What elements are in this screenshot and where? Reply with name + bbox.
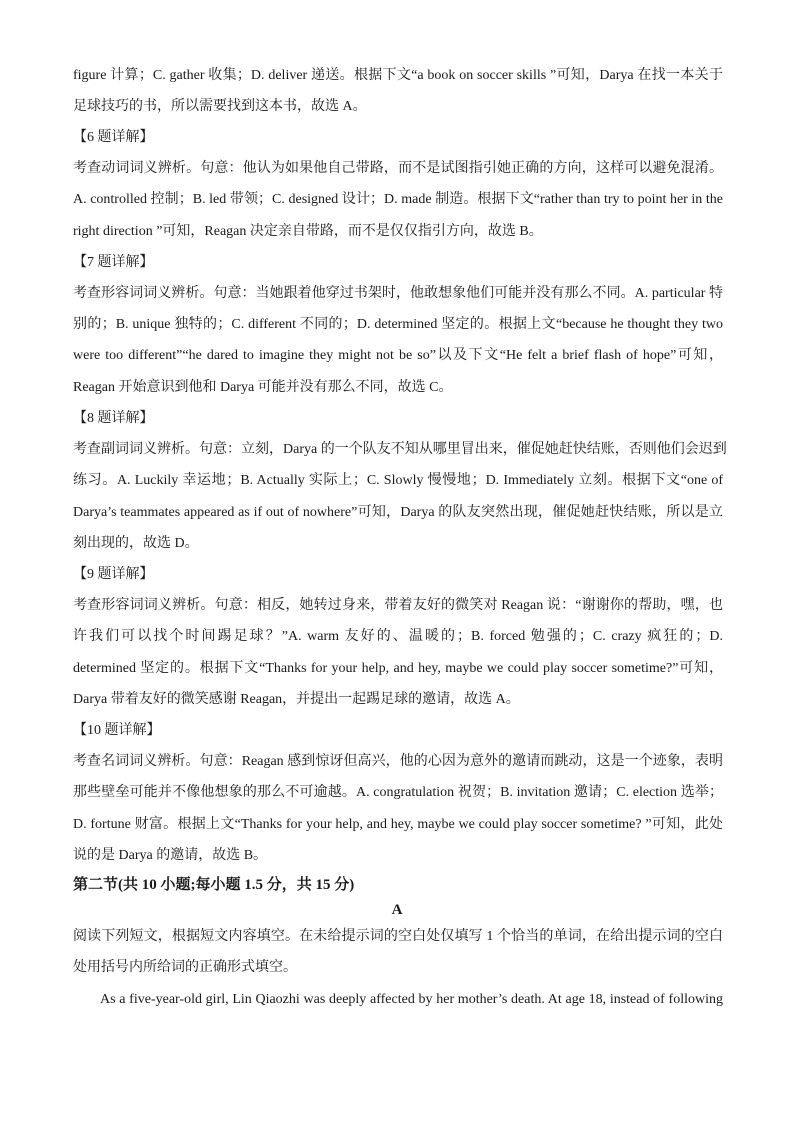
text-line: were too different”“he dared to imagine they might not be so”以及下文“He felt a brief flash of hope”可知， [73, 348, 723, 363]
part-label: A [391, 902, 403, 918]
text-line: 考查形容词词义辨析。句意：相反，她转过身来，带着友好的微笑对 Reagan 说：“谢谢你的帮助，嘿，也 [73, 598, 723, 613]
text-line: 说的是 Darya 的邀请，故选 B。 [73, 848, 268, 863]
text-line: 练习。A. Luckily 幸运地；B. Actually 实际上；C. Slowly 慢慢地；D. Immediately 立刻。根据下文“one of [73, 473, 723, 488]
text-line: 许我们可以找个时间踢足球？”A. warm 友好的、温暖的；B. forced 勉强的；C. crazy 疯狂的；D. [73, 629, 723, 644]
text-line: Reagan 开始意识到他和 Darya 可能并没有那么不同，故选 C。 [73, 380, 453, 395]
text-line: D. fortune 财富。根据上文“Thanks for your help, and hey, maybe we could play soccer sometime? ”可知，此处 [73, 817, 723, 832]
text-line: 刻出现的，故选 D。 [73, 536, 199, 551]
passage-line: As a five-year-old girl, Lin Qiaozhi was deeply affected by her mother’s death. At age 18, instead of following [100, 992, 723, 1007]
text-line: 足球技巧的书，所以需要找到这本书，故选 A。 [73, 99, 367, 114]
text-line: Darya’s teammates appeared as if out of nowhere”可知，Darya 的队友突然出现，催促她赶快结账，所以是立 [73, 505, 723, 520]
question-heading: 【7 题详解】 [73, 255, 154, 270]
section-title: 第二节(共 10 小题;每小题 1.5 分，共 15 分) [73, 877, 355, 893]
text-line: 那些壁垒可能并不像他想象的那么不可逾越。A. congratulation 祝贺；B. invitation 邀请；C. election 选举； [73, 785, 723, 800]
text-line: right direction ”可知，Reagan 决定亲自带路，而不是仅仅指引方向，故选 B。 [73, 224, 543, 239]
question-heading: 【9 题详解】 [73, 567, 154, 582]
text-line: determined 坚定的。根据下文“Thanks for your help, and hey, maybe we could play soccer sometime?”可知， [73, 661, 723, 676]
text-line: Darya 带着友好的微笑感谢 Reagan，并提出一起踢足球的邀请，故选 A。 [73, 692, 520, 707]
text-line: 考查形容词词义辨析。句意：当她跟着他穿过书架时，他敢想象他们可能并没有那么不同。A. particular 特 [73, 286, 723, 301]
question-heading: 【8 题详解】 [73, 411, 154, 426]
text-line: 考查名词词义辨析。句意：Reagan 感到惊讶但高兴，他的心因为意外的邀请而跳动，这是一个迹象，表明 [73, 754, 723, 769]
instruction-line: 阅读下列短文，根据短文内容填空。在未给提示词的空白处仅填写 1 个恰当的单词，在给出提示词的空白 [73, 929, 723, 944]
text-line: 考查副词词义辨析。句意：立刻，Darya 的一个队友不知从哪里冒出来，催促她赶快结账，否则他们会迟到 [73, 442, 727, 457]
text-line: 别的；B. unique 独特的；C. different 不同的；D. determined 坚定的。根据上文“because he thought they two [73, 317, 723, 332]
text-line: 考查动词词义辨析。句意：他认为如果他自己带路，而不是试图指引她正确的方向，这样可以避免混淆。 [73, 161, 723, 176]
text-line: figure 计算；C. gather 收集；D. deliver 递送。根据下文“a book on soccer skills ”可知，Darya 在找一本关于 [73, 68, 723, 83]
instruction-line: 处用括号内所给词的正确形式填空。 [73, 960, 297, 975]
text-line: A. controlled 控制；B. led 带领；C. designed 设计；D. made 制造。根据下文“rather than try to point her in the [73, 192, 723, 207]
question-heading: 【6 题详解】 [73, 130, 154, 145]
question-heading: 【10 题详解】 [73, 723, 161, 738]
